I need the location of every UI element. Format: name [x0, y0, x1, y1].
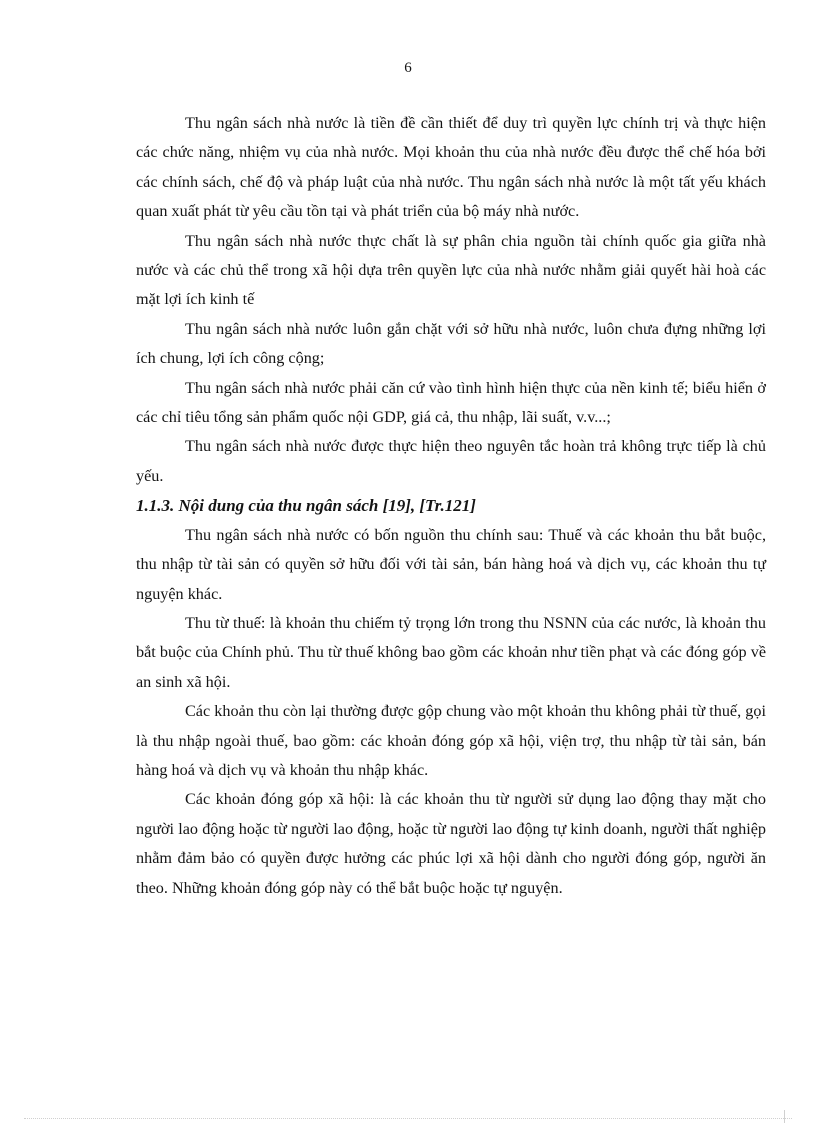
paragraph: Thu ngân sách nhà nước được thực hiện theo nguyên tắc hoàn trả không trực tiếp là chủ yếu. — [136, 437, 766, 485]
section-heading: 1.1.3. Nội dung của thu ngân sách [19], [Tr.121] — [136, 496, 476, 516]
paragraph: Thu từ thuế: là khoản thu chiếm tỷ trọng lớn trong thu NSNN của các nước, là khoản thu bắt buộc của Chính phủ. Thu từ thuế không bao gồm các khoản như tiền phạt và các đóng góp về an sinh xã hội. — [136, 613, 766, 691]
paragraph: Thu ngân sách nhà nước phải căn cứ vào tình hình hiện thực của nền kinh tế; biểu hiển ở các chỉ tiêu tổng sản phẩm quốc nội GDP, giá cả, thu nhập, lãi suất, v.v...; — [136, 378, 766, 427]
page-bottom-rule — [24, 1118, 792, 1119]
page-corner-mark — [784, 1110, 785, 1123]
page-number: 6 — [404, 60, 412, 76]
paragraph: Các khoản thu còn lại thường được gộp chung vào một khoản thu không phải từ thuế, gọi là thu nhập ngoài thuế, bao gồm: các khoản đóng góp xã hội, viện trợ, thu nhập từ tài sản, bán hàng hoá và dịch vụ và khoản thu nhập khác. — [136, 702, 766, 779]
paragraph: Các khoản đóng góp xã hội: là các khoản thu từ người sử dụng lao động thay mặt cho người lao động hoặc từ người lao động, hoặc từ người lao động tự kinh doanh, người thất nghiệp nhằm đảm bảo có quyền được hưởng các phúc lợi xã hội dành cho người đóng góp, người ăn theo. Những khoản đóng góp này có thể bắt buộc hoặc tự nguyện. — [136, 790, 766, 897]
document-body — [136, 109, 766, 903]
paragraph: Thu ngân sách nhà nước luôn gắn chặt với sở hữu nhà nước, luôn chưa đựng những lợi ích chung, lợi ích công cộng; — [136, 319, 766, 368]
paragraph: Thu ngân sách nhà nước có bốn nguồn thu chính sau: Thuế và các khoản thu bắt buộc, thu nhập từ tài sản có quyền sở hữu đối với tài sản, bán hàng hoá và dịch vụ, các khoản thu tự nguyện khác. — [136, 525, 766, 603]
paragraph: Thu ngân sách nhà nước thực chất là sự phân chia nguồn tài chính quốc gia giữa nhà nước và các chủ thể trong xã hội dựa trên quyền lực của nhà nước nhằm giải quyết hài hoà các mặt lợi ích kinh tế — [136, 231, 766, 309]
paragraph: Thu ngân sách nhà nước là tiền đề cần thiết để duy trì quyền lực chính trị và thực hiện các chức năng, nhiệm vụ của nhà nước. Mọi khoản thu của nhà nước đều được thể chế hóa bởi các chính sách, chế độ và pháp luật của nhà nước. Thu ngân sách nhà nước là một tất yếu khách quan xuất phát từ yêu cầu tồn tại và phát triển của bộ máy nhà nước. — [136, 114, 766, 221]
